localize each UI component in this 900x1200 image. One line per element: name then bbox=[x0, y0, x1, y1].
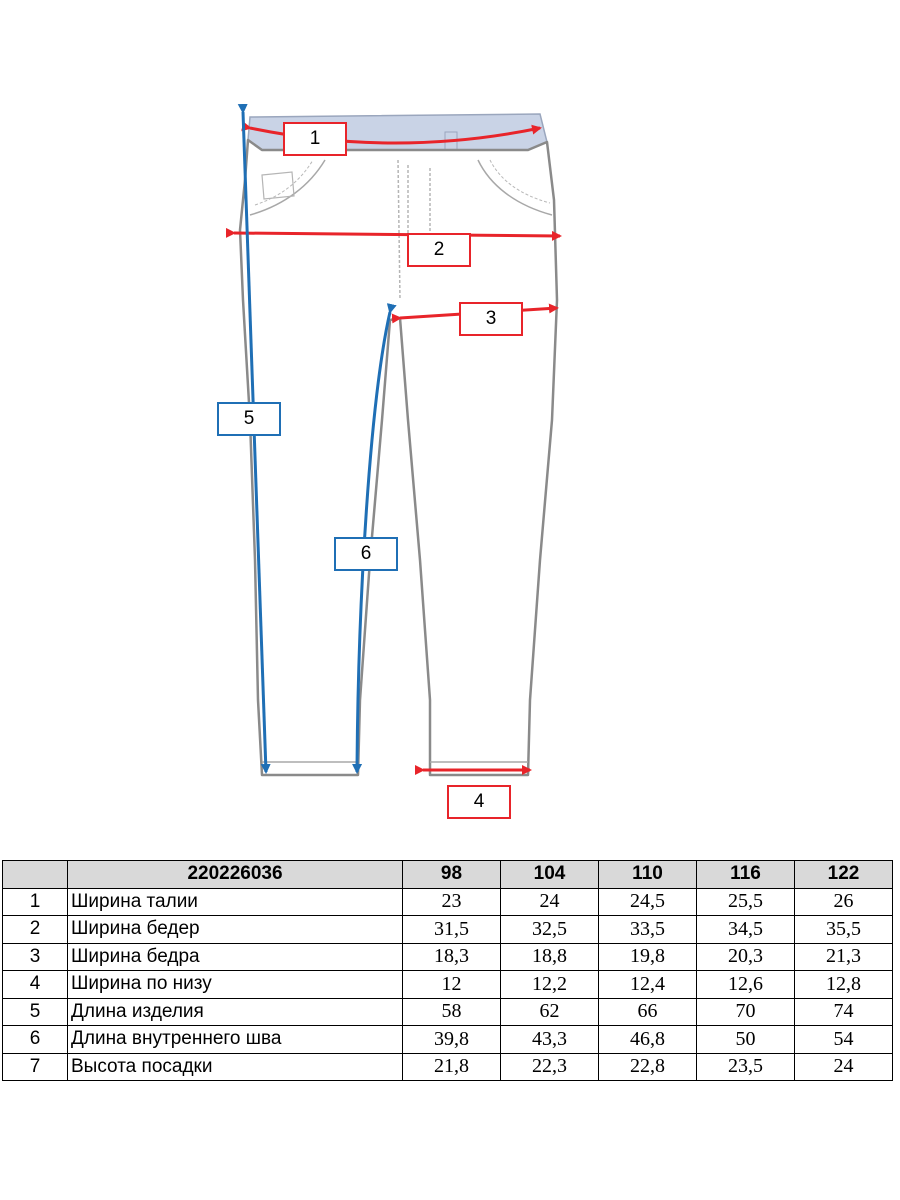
measurement-value: 23 bbox=[403, 888, 501, 916]
measurement-value: 21,8 bbox=[403, 1053, 501, 1081]
measurement-value: 23,5 bbox=[697, 1053, 795, 1081]
measurement-name: Ширина талии bbox=[68, 888, 403, 916]
measurement-value: 31,5 bbox=[403, 916, 501, 944]
measurement-value: 12,8 bbox=[795, 971, 893, 999]
row-number: 2 bbox=[3, 916, 68, 944]
measurement-value: 66 bbox=[599, 998, 697, 1026]
measurement-name: Длина изделия bbox=[68, 998, 403, 1026]
row-number: 6 bbox=[3, 1026, 68, 1054]
header-size: 122 bbox=[795, 861, 893, 889]
measurement-value: 74 bbox=[795, 998, 893, 1026]
label-4: 4 bbox=[447, 785, 511, 819]
header-size: 110 bbox=[599, 861, 697, 889]
table-row bbox=[3, 1026, 893, 1054]
label-5: 5 bbox=[217, 402, 281, 436]
measurement-value: 62 bbox=[501, 998, 599, 1026]
measurement-value: 32,5 bbox=[501, 916, 599, 944]
measurement-value: 54 bbox=[795, 1026, 893, 1054]
measurement-value: 12,2 bbox=[501, 971, 599, 999]
measurement-name: Ширина бедер bbox=[68, 916, 403, 944]
measurement-value: 18,3 bbox=[403, 943, 501, 971]
table-header-row bbox=[3, 861, 893, 889]
row-number: 7 bbox=[3, 1053, 68, 1081]
row-number: 3 bbox=[3, 943, 68, 971]
measurement-name: Ширина бедра bbox=[68, 943, 403, 971]
measurement-name: Длина внутреннего шва bbox=[68, 1026, 403, 1054]
size-table bbox=[2, 860, 893, 1081]
measurement-value: 19,8 bbox=[599, 943, 697, 971]
measurement-value: 34,5 bbox=[697, 916, 795, 944]
measurement-value: 24 bbox=[795, 1053, 893, 1081]
measurement-value: 26 bbox=[795, 888, 893, 916]
measurement-value: 58 bbox=[403, 998, 501, 1026]
measurement-value: 70 bbox=[697, 998, 795, 1026]
measurement-value: 46,8 bbox=[599, 1026, 697, 1054]
table-row bbox=[3, 916, 893, 944]
measurement-value: 22,3 bbox=[501, 1053, 599, 1081]
header-article: 220226036 bbox=[68, 861, 403, 889]
measurement-value: 24 bbox=[501, 888, 599, 916]
header-size: 98 bbox=[403, 861, 501, 889]
header-size: 104 bbox=[501, 861, 599, 889]
header-blank bbox=[3, 861, 68, 889]
measurement-name: Высота посадки bbox=[68, 1053, 403, 1081]
measurement-value: 35,5 bbox=[795, 916, 893, 944]
table-row bbox=[3, 943, 893, 971]
measurement-value: 43,3 bbox=[501, 1026, 599, 1054]
table-row bbox=[3, 1053, 893, 1081]
row-number: 5 bbox=[3, 998, 68, 1026]
measurement-name: Ширина по низу bbox=[68, 971, 403, 999]
measurement-value: 12 bbox=[403, 971, 501, 999]
label-1: 1 bbox=[283, 122, 347, 156]
measurement-value: 20,3 bbox=[697, 943, 795, 971]
row-number: 1 bbox=[3, 888, 68, 916]
measurement-value: 39,8 bbox=[403, 1026, 501, 1054]
label-3: 3 bbox=[459, 302, 523, 336]
measurement-value: 25,5 bbox=[697, 888, 795, 916]
measurement-value: 21,3 bbox=[795, 943, 893, 971]
measurement-value: 12,4 bbox=[599, 971, 697, 999]
measurement-value: 18,8 bbox=[501, 943, 599, 971]
measurement-value: 33,5 bbox=[599, 916, 697, 944]
label-6: 6 bbox=[334, 537, 398, 571]
measurement-value: 22,8 bbox=[599, 1053, 697, 1081]
header-size: 116 bbox=[697, 861, 795, 889]
table-row bbox=[3, 998, 893, 1026]
label-2: 2 bbox=[407, 233, 471, 267]
table-row bbox=[3, 888, 893, 916]
measurement-value: 24,5 bbox=[599, 888, 697, 916]
measurement-value: 12,6 bbox=[697, 971, 795, 999]
measurement-value: 50 bbox=[697, 1026, 795, 1054]
table-row bbox=[3, 971, 893, 999]
row-number: 4 bbox=[3, 971, 68, 999]
